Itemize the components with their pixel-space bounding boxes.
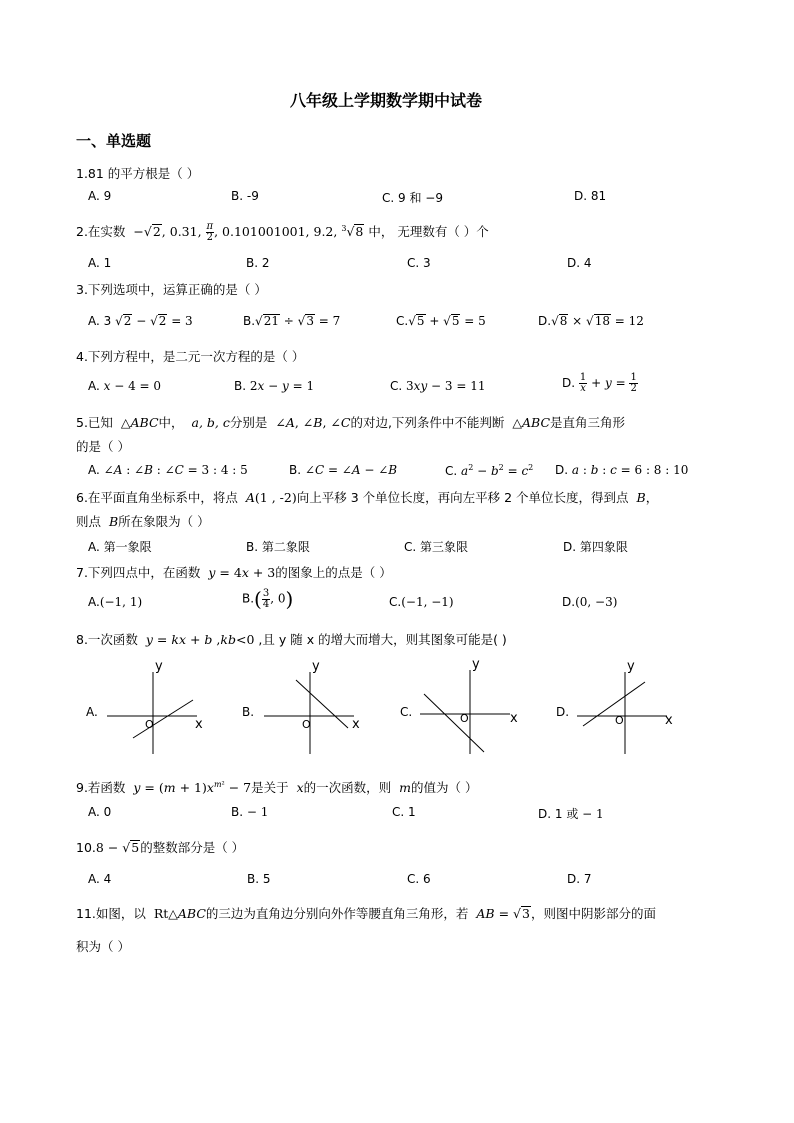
q9-option-c: C. 1 (392, 805, 416, 819)
q10-option-b: B. 5 (247, 872, 271, 886)
svg-text:O: O (145, 718, 154, 731)
q1-option-b: B. -9 (231, 189, 259, 203)
q8-graph-c (418, 656, 528, 756)
q1-option-c: C. 9 和 −9 (382, 191, 443, 205)
q2-option-d: D. 4 (567, 256, 592, 270)
question-11-stem-cont: 积为（ ） (76, 939, 130, 954)
q6-option-b: B. 第二象限 (246, 540, 310, 554)
q4-option-d: D. $\frac{1}{x}$ + y = $\frac{1}{2}$ (562, 372, 637, 394)
svg-text:y: y (472, 657, 480, 672)
question-6-stem-cont: 则点 B所在象限为（ ） (76, 514, 210, 529)
q5-option-a: A. ∠A : ∠B : ∠C = 3 : 4 : 5 (88, 463, 248, 477)
q9-option-b: B. − 1 (231, 805, 269, 819)
q4-option-a: A. x − 4 = 0 (88, 379, 162, 393)
q2-option-b: B. 2 (246, 256, 270, 270)
question-5-stem: 5.已知 △ABC中， a, b, c分别是 ∠A, ∠B, ∠C的对边,下列条件中不能判断 △ABC是直角三角形 (76, 415, 626, 430)
svg-text:x: x (510, 711, 518, 726)
q3-option-a: A. 3 √2 − √2 = 3 (88, 314, 193, 328)
q4-option-c: C. 3xy − 3 = 11 (390, 379, 486, 393)
question-10-stem: 10.8 − √5的整数部分是（ ） (76, 840, 245, 855)
q6-option-c: C. 第三象限 (404, 540, 469, 554)
question-1-stem: 1.81 的平方根是（ ） (76, 166, 200, 181)
q7-option-a: A.(−1, 1) (88, 595, 143, 609)
q7-option-b: B.( $\frac{3}{4}$ , 0) (242, 587, 294, 611)
q2-lead: 2.在实数 (76, 224, 126, 239)
question-11-stem: 11.如图，以 Rt△ABC的三边为直角边分别向外作等腰直角三角形，若 AB = √3，则图中阴影部分的面 (76, 906, 656, 921)
svg-text:O: O (460, 712, 469, 725)
q8-option-d-label: D. (556, 705, 570, 719)
svg-text:x: x (195, 717, 203, 732)
q3-option-d: D.√8 × √18 = 12 (538, 314, 644, 328)
q7-option-d: D.(0, −3) (562, 595, 618, 609)
svg-text:y: y (155, 659, 163, 674)
question-6-stem: 6.在平面直角坐标系中，将点 A(1 , -2)向上平移 3 个单位长度，再向左平移 2 个单位长度，得到点 B， (76, 490, 659, 505)
q6-option-d: D. 第四象限 (563, 540, 628, 554)
q8-option-c-label: C. (400, 705, 413, 719)
svg-text:y: y (312, 659, 320, 674)
question-5-stem-cont: 的是（ ） (76, 439, 130, 454)
question-8-stem: 8.一次函数 y = kx + b ,kb<0 ,且 y 随 x 的增大而增大，则其图象可能是( ) (76, 632, 507, 647)
q4-option-b: B. 2x − y = 1 (234, 379, 315, 393)
svg-text:x: x (665, 713, 673, 728)
q5-option-c: C. $a^2 - b^2 = c^2$ (445, 463, 534, 478)
svg-text:O: O (302, 718, 311, 731)
q6-option-a: A. 第一象限 (88, 540, 152, 554)
q1-option-a: A. 9 (88, 189, 112, 203)
question-4-stem: 4.下列方程中，是二元一次方程的是（ ） (76, 349, 305, 364)
section-heading: 一、单选题 (76, 132, 152, 150)
question-7-stem: 7.下列四点中，在函数 y = 4x + 3的图象上的点是（ ） (76, 565, 392, 580)
q3-option-b: B.√21 ÷ √3 = 7 (243, 314, 341, 328)
svg-text:O: O (615, 714, 624, 727)
q3-option-c: C.√5 + √5 = 5 (396, 314, 486, 328)
q8-option-a-label: A. (86, 705, 98, 719)
q9-option-d: D. 1 或 − 1 (538, 807, 604, 821)
q10-option-c: C. 6 (407, 872, 431, 886)
question-3-stem: 3.下列选项中，运算正确的是（ ） (76, 282, 267, 297)
question-2-stem (76, 222, 489, 243)
q5-option-d: D. a : b : c = 6 : 8 : 10 (555, 463, 689, 477)
q10-option-d: D. 7 (567, 872, 592, 886)
q9-option-a: A. 0 (88, 805, 112, 819)
q10-option-a: A. 4 (88, 872, 112, 886)
q1-option-d: D. 81 (574, 189, 607, 203)
q8-option-b-label: B. (242, 705, 255, 719)
page-title: 八年级上学期数学期中试卷 (290, 91, 483, 110)
q8-graph-b (262, 658, 372, 758)
q2-option-c: C. 3 (407, 256, 431, 270)
svg-text:y: y (627, 659, 635, 674)
q2-option-a: A. 1 (88, 256, 112, 270)
q8-graph-d (575, 658, 685, 758)
q7-option-c: C.(−1, −1) (389, 595, 454, 609)
q2-number-list: −√2, 0.31, $\frac{\pi}{2}$ , 0.101001001, 9.2, $^3$√8 (129, 221, 364, 243)
q2-tail: 中， 无理数有（ ）个 (368, 224, 489, 239)
question-9-stem: 9.若函数 $y = (m + 1)x^{m^2} - 7$是关于 x的一次函数，则 m的值为（ ） (76, 779, 478, 795)
q8-graph-a (105, 658, 215, 758)
svg-text:x: x (352, 717, 360, 732)
q5-option-b: B. ∠C = ∠A − ∠B (289, 463, 398, 477)
